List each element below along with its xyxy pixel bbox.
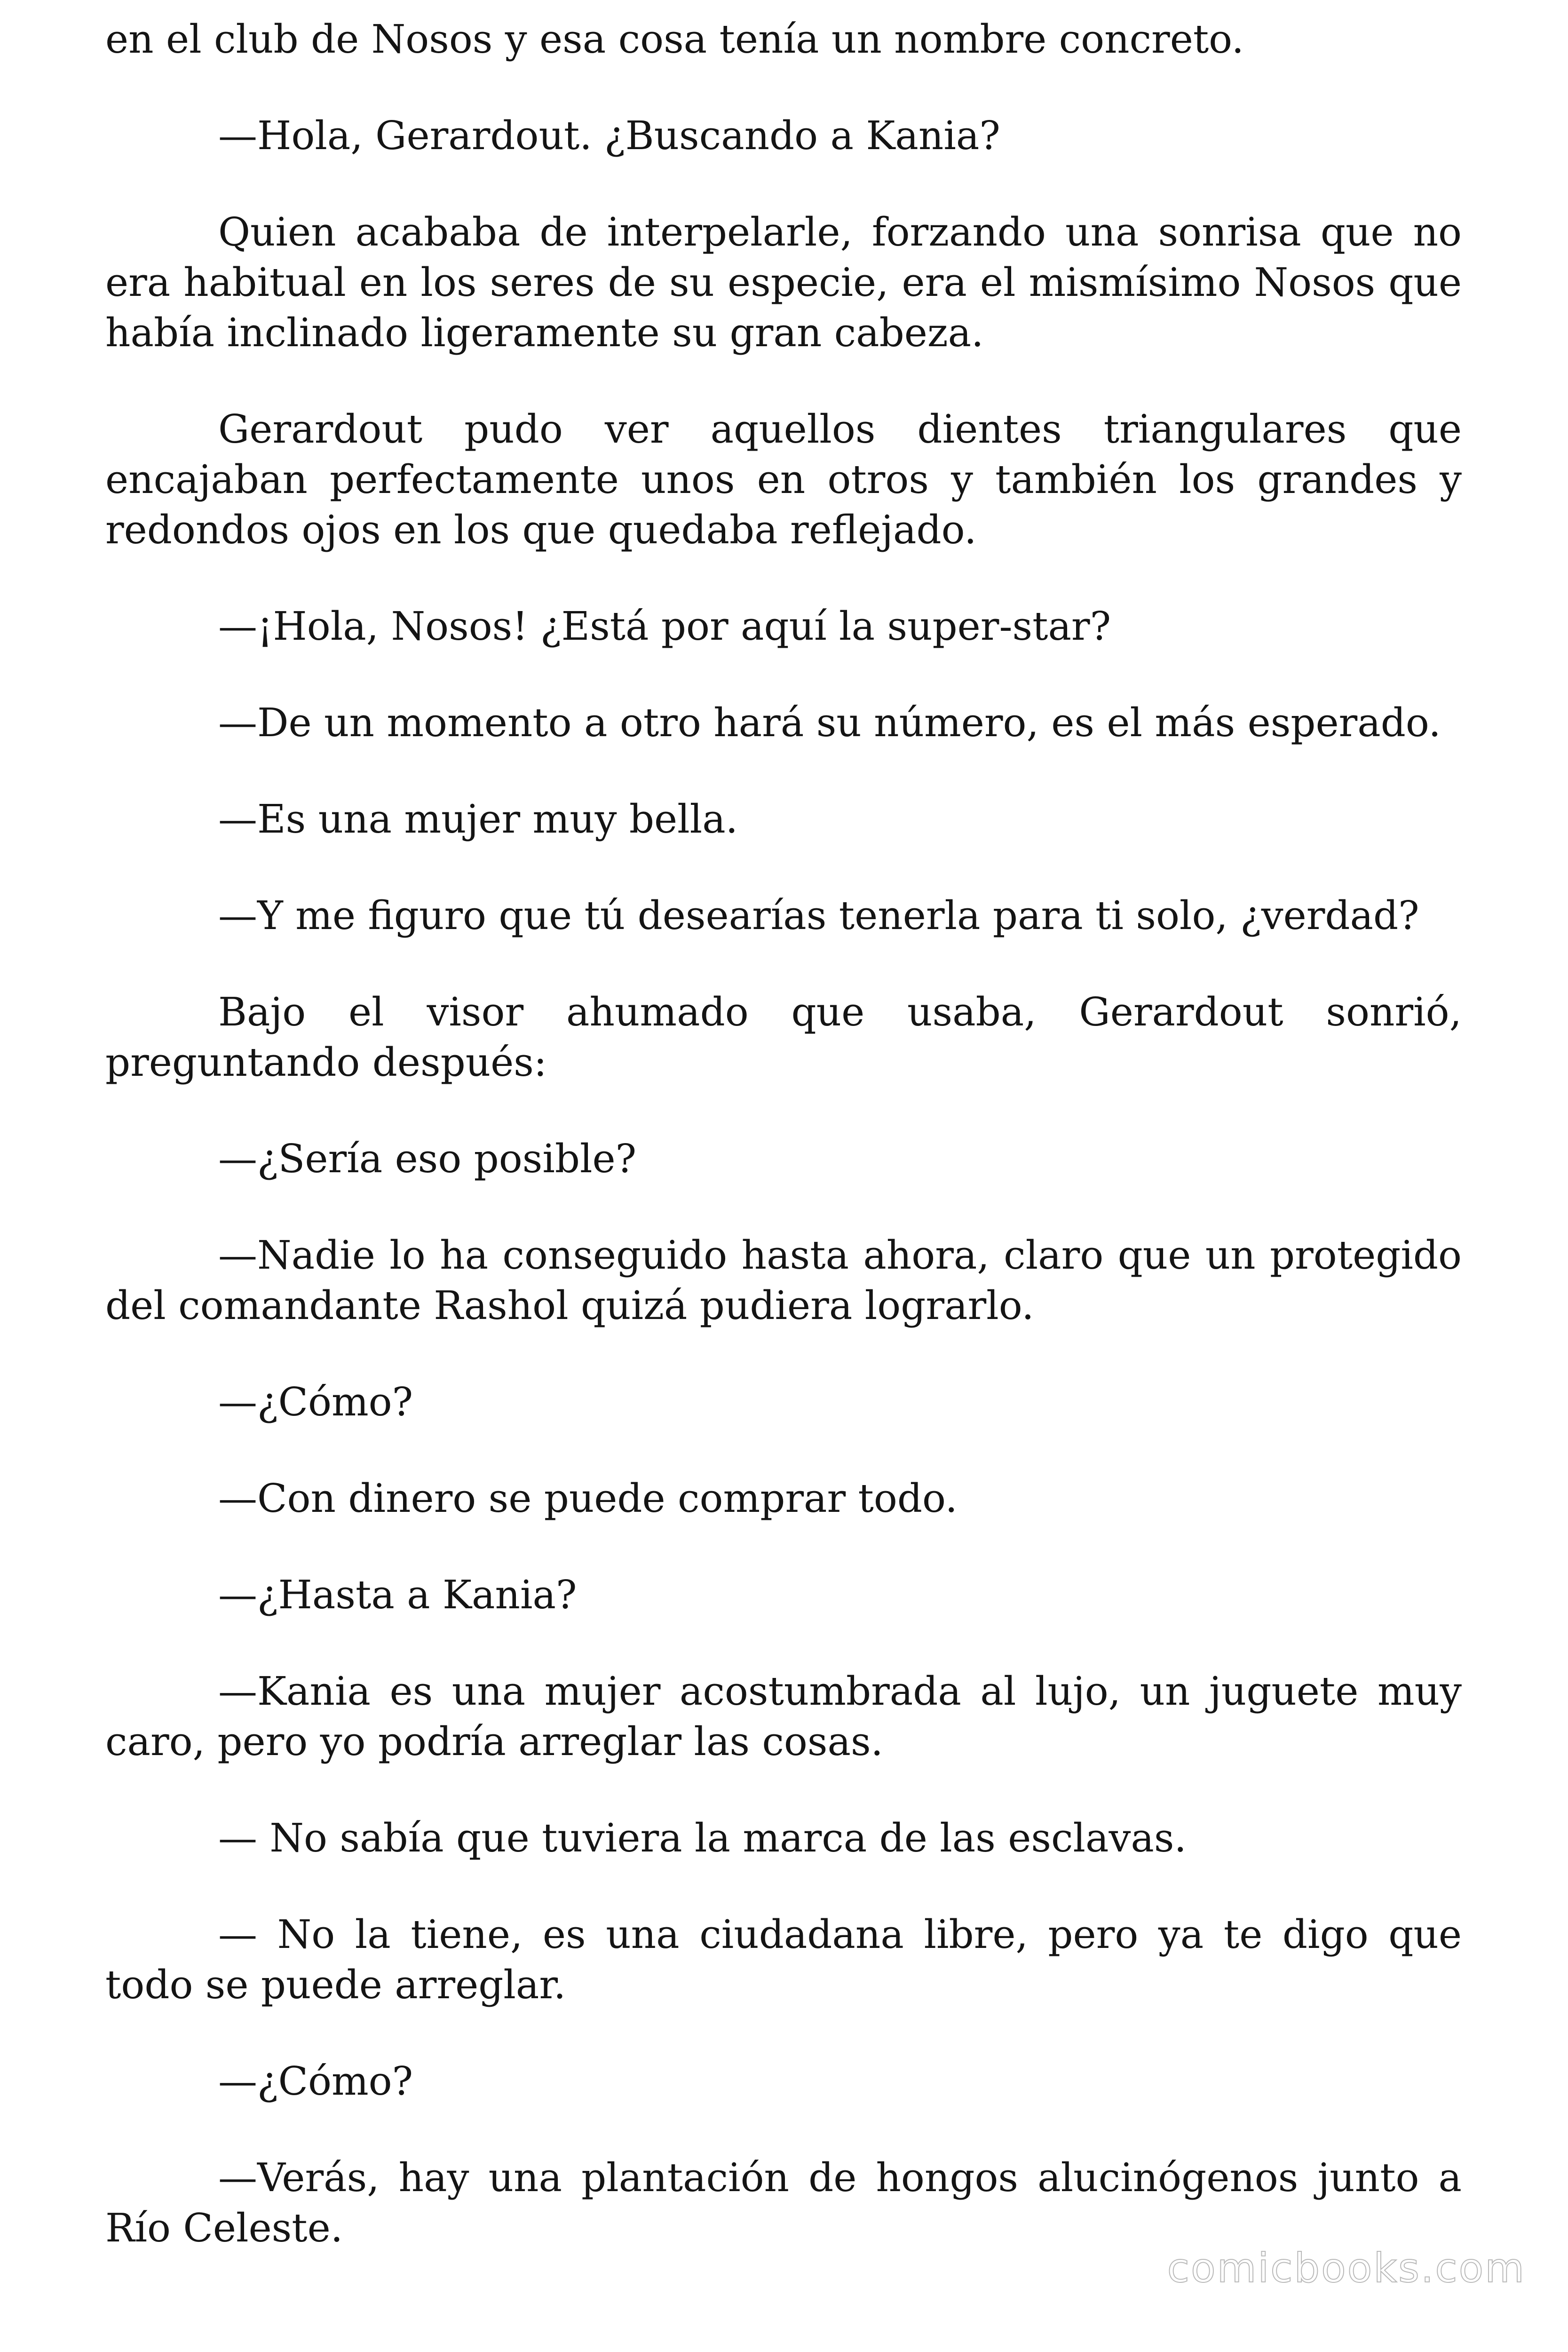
paragraph-4: Gerardout pudo ver aquellos dientes triangulares que encajaban perfectamente unos en otros y también los grandes y redondos ojos en los que quedaba reflejado. (105, 406, 1462, 553)
document-page (105, 14, 1462, 2299)
paragraph-11: —Nadie lo ha conseguido hasta ahora, claro que un protegido del comandante Rashol quizá pudiera lograrlo. (105, 1232, 1462, 1328)
paragraph-6: —De un momento a otro hará su número, es el más esperado. (218, 700, 1441, 746)
paragraph-2: —Hola, Gerardout. ¿Buscando a Kania? (218, 113, 1000, 159)
paragraph-17: — No la tiene, es una ciudadana libre, pero ya te digo que todo se puede arreglar. (105, 1912, 1462, 2008)
paragraph-13: —Con dinero se puede comprar todo. (218, 1476, 958, 1521)
paragraph-9: Bajo el visor ahumado que usaba, Gerardout sonrió, preguntando después: (105, 989, 1462, 1085)
paragraph-16: — No sabía que tuviera la marca de las esclavas. (218, 1815, 1187, 1861)
paragraph-5: —¡Hola, Nosos! ¿Está por aquí la super-star? (218, 604, 1111, 649)
paragraph-15: —Kania es una mujer acostumbrada al lujo, un juguete muy caro, pero yo podría arreglar las cosas. (105, 1669, 1462, 1764)
paragraph-7: —Es una mujer muy bella. (218, 796, 738, 842)
paragraph-14: —¿Hasta a Kania? (218, 1572, 577, 1618)
watermark-text: comicbooks.com (1167, 2245, 1526, 2292)
paragraph-8: —Y me figuro que tú desearías tenerla para ti solo, ¿verdad? (218, 893, 1419, 938)
paragraph-12: —¿Cómo? (218, 1379, 413, 1425)
paragraph-18: —¿Cómo? (218, 2058, 413, 2104)
paragraph-10: —¿Sería eso posible? (218, 1136, 637, 1182)
paragraph-3: Quien acababa de interpelarle, forzando una sonrisa que no era habitual en los seres de su especie, era el mismísimo Nosos que había inclinado ligeramente su gran cabeza. (105, 209, 1462, 356)
paragraph-19: —Verás, hay una plantación de hongos alucinógenos junto a Río Celeste. (105, 2155, 1462, 2251)
paragraph-1: en el club de Nosos y esa cosa tenía un nombre concreto. (105, 16, 1244, 62)
